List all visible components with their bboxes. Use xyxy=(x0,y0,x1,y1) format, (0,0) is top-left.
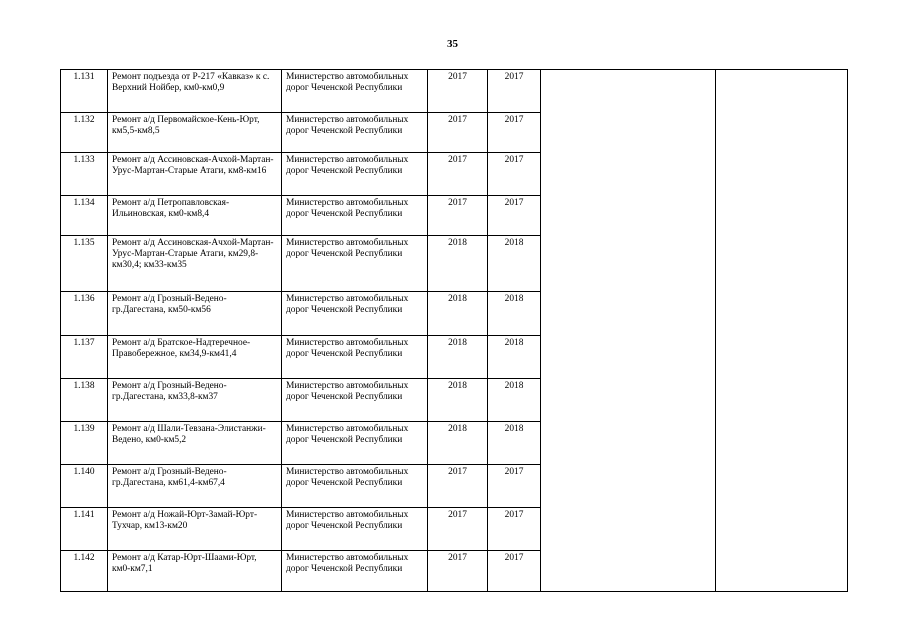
end-year: 2018 xyxy=(488,336,541,379)
end-year: 2018 xyxy=(488,422,541,465)
row-number: 1.140 xyxy=(61,465,108,508)
responsible-org: Министерство автомобильных дорог Чеченской Республики xyxy=(282,153,428,196)
project-name: Ремонт а/д Братское-Надтеречное-Правобережное, км34,9-км41,4 xyxy=(108,336,282,379)
start-year: 2017 xyxy=(428,508,488,551)
start-year: 2018 xyxy=(428,236,488,292)
responsible-org: Министерство автомобильных дорог Чеченской Республики xyxy=(282,379,428,422)
empty-column-cell xyxy=(716,70,848,592)
row-number: 1.139 xyxy=(61,422,108,465)
table-body xyxy=(61,70,848,592)
project-name: Ремонт а/д Ассиновская-Ачхой-Мартан-Урус-Мартан-Старые Атаги, км29,8-км30,4; км33-км35 xyxy=(108,236,282,292)
start-year: 2017 xyxy=(428,551,488,592)
start-year: 2017 xyxy=(428,196,488,236)
end-year: 2017 xyxy=(488,196,541,236)
end-year: 2017 xyxy=(488,113,541,153)
responsible-org: Министерство автомобильных дорог Чеченской Республики xyxy=(282,292,428,336)
row-number: 1.136 xyxy=(61,292,108,336)
row-number: 1.142 xyxy=(61,551,108,592)
project-name: Ремонт а/д Грозный-Ведено-гр.Дагестана, км61,4-км67,4 xyxy=(108,465,282,508)
project-name: Ремонт а/д Ножай-Юрт-Замай-Юрт-Тухчар, км13-км20 xyxy=(108,508,282,551)
end-year: 2018 xyxy=(488,379,541,422)
end-year: 2017 xyxy=(488,465,541,508)
start-year: 2017 xyxy=(428,153,488,196)
start-year: 2017 xyxy=(428,113,488,153)
responsible-org: Министерство автомобильных дорог Чеченской Республики xyxy=(282,508,428,551)
page-number: 35 xyxy=(447,38,458,50)
row-number: 1.132 xyxy=(61,113,108,153)
project-name: Ремонт а/д Петропавловская-Ильиновская, км0-км8,4 xyxy=(108,196,282,236)
start-year: 2018 xyxy=(428,336,488,379)
start-year: 2018 xyxy=(428,422,488,465)
project-name: Ремонт а/д Первомайское-Кень-Юрт, км5,5-км8,5 xyxy=(108,113,282,153)
end-year: 2017 xyxy=(488,153,541,196)
project-name: Ремонт а/д Ассиновская-Ачхой-Мартан-Урус-Мартан-Старые Атаги, км8-км16 xyxy=(108,153,282,196)
end-year: 2017 xyxy=(488,508,541,551)
end-year: 2018 xyxy=(488,236,541,292)
responsible-org: Министерство автомобильных дорог Чеченской Республики xyxy=(282,336,428,379)
responsible-org: Министерство автомобильных дорог Чеченской Республики xyxy=(282,70,428,113)
project-name: Ремонт а/д Грозный-Ведено-гр.Дагестана, км33,8-км37 xyxy=(108,379,282,422)
responsible-org: Министерство автомобильных дорог Чеченской Республики xyxy=(282,422,428,465)
responsible-org: Министерство автомобильных дорог Чеченской Республики xyxy=(282,465,428,508)
row-number: 1.137 xyxy=(61,336,108,379)
row-number: 1.133 xyxy=(61,153,108,196)
project-name: Ремонт подъезда от Р-217 «Кавказ» к с. Верхний Нойбер, км0-км0,9 xyxy=(108,70,282,113)
start-year: 2017 xyxy=(428,465,488,508)
responsible-org: Министерство автомобильных дорог Чеченской Республики xyxy=(282,236,428,292)
end-year: 2018 xyxy=(488,292,541,336)
start-year: 2018 xyxy=(428,292,488,336)
table-row xyxy=(61,70,848,113)
project-name: Ремонт а/д Катар-Юрт-Шаами-Юрт, км0-км7,1 xyxy=(108,551,282,592)
end-year: 2017 xyxy=(488,551,541,592)
project-name: Ремонт а/д Шали-Тевзана-Элистанжи-Ведено, км0-км5,2 xyxy=(108,422,282,465)
end-year: 2017 xyxy=(488,70,541,113)
program-table xyxy=(60,69,848,592)
row-number: 1.135 xyxy=(61,236,108,292)
row-number: 1.138 xyxy=(61,379,108,422)
row-number: 1.134 xyxy=(61,196,108,236)
responsible-org: Министерство автомобильных дорог Чеченской Республики xyxy=(282,196,428,236)
start-year: 2018 xyxy=(428,379,488,422)
start-year: 2017 xyxy=(428,70,488,113)
row-number: 1.141 xyxy=(61,508,108,551)
responsible-org: Министерство автомобильных дорог Чеченской Республики xyxy=(282,113,428,153)
empty-column-cell xyxy=(541,70,716,592)
responsible-org: Министерство автомобильных дорог Чеченской Республики xyxy=(282,551,428,592)
project-name: Ремонт а/д Грозный-Ведено-гр.Дагестана, км50-км56 xyxy=(108,292,282,336)
row-number: 1.131 xyxy=(61,70,108,113)
